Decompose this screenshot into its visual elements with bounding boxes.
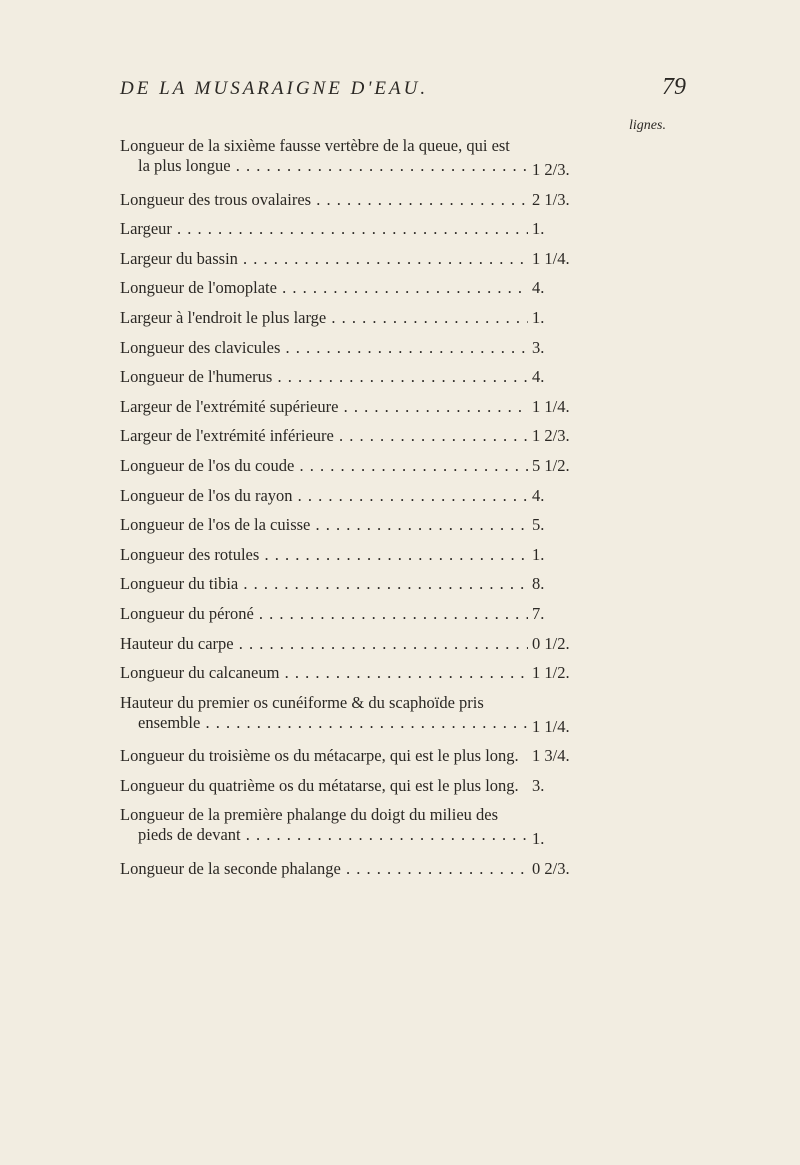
row-label: Largeur du bassin . . . [120,249,528,269]
row-label: Largeur à l'endroit le plus large . . . [120,308,528,328]
table-row [120,131,660,185]
row-value: 1. [532,829,545,849]
row-value: 4. [532,485,545,505]
row-label: Longueur de la seconde phalange . . . [120,859,528,879]
row-value: 7. [532,603,545,623]
table-row [120,244,660,274]
table-row [120,185,660,215]
table-row [120,392,660,422]
row-label-line2: pieds de devant . . . [120,825,528,845]
row-label: Longueur de l'omoplate . . . [120,278,528,298]
running-title: DE LA MUSARAIGNE D'EAU. [120,78,429,99]
row-value: 2 1/3. [532,189,570,209]
row-value: 5. [532,515,545,535]
page-number: 79 [662,74,686,100]
row-value: 1. [532,307,545,327]
table-row [120,800,660,854]
row-value: 1 1/4. [532,716,570,736]
table-row [120,741,660,771]
row-label: Longueur des trous ovalaires . . . [120,190,528,210]
row-value: 1 2/3. [532,160,570,179]
row-value: 1 1/4. [532,396,570,416]
row-label: Largeur . . . [120,219,528,239]
row-value: 1 1/2. [532,663,570,683]
row-value: 1 3/4. [532,746,570,766]
row-label: Longueur des clavicules . . . [120,338,528,358]
row-label: Largeur de l'extrémité supérieure . . . [120,397,528,417]
row-label-line1: Hauteur du premier os cunéiforme & du scaphoïde pris [120,692,484,712]
row-label-line1: Longueur de la première phalange du doigt du milieu des [120,805,499,825]
row-value: 0 2/3. [532,859,570,879]
table-row [120,599,660,629]
row-value: 1 2/3. [532,426,570,446]
row-label [120,693,528,741]
row-label-line2: la plus longue . . . [120,156,528,176]
row-value: 1. [532,219,545,239]
measurement-table [120,131,660,884]
table-row [120,451,660,481]
table-row [120,771,660,801]
row-value: 8. [532,574,545,594]
row-label-line1: Longueur de la sixième fausse vertèbre de la queue, qui est [120,136,510,155]
row-label: Longueur de l'humerus . . . [120,367,528,387]
table-row [120,540,660,570]
table-row [120,214,660,244]
table-row [120,303,660,333]
row-value: 3. [532,775,545,795]
table-row [120,569,660,599]
table-row [120,481,660,511]
table-row [120,333,660,363]
table-row [120,658,660,688]
row-label: Longueur du troisième os du métacarpe, qui est le plus long. [120,746,519,766]
table-row [120,421,660,451]
table-row [120,362,660,392]
row-value: 3. [532,337,545,357]
row-label: Longueur des rotules . . . [120,545,528,565]
row-label: Longueur du péroné . . . [120,604,528,624]
row-value: 1 1/4. [532,248,570,268]
page-header [120,74,686,114]
row-value: 5 1/2. [532,455,570,475]
table-row [120,510,660,540]
row-label: Longueur de l'os de la cuisse . . . [120,515,528,535]
row-label: Longueur du tibia . . . [120,574,528,594]
row-label: Longueur du calcaneum . . . [120,663,528,683]
row-label: Hauteur du carpe . . . [120,634,528,654]
row-label: Longueur de l'os du rayon . . . [120,486,528,506]
table-row [120,688,660,742]
row-label: Longueur de l'os du coude . . . [120,456,528,476]
table-row [120,273,660,303]
row-label: Largeur de l'extrémité inférieure . . . [120,426,528,446]
unit-label: lignes. [629,118,666,133]
table-row [120,629,660,659]
row-value: 0 1/2. [532,633,570,653]
row-value: 4. [532,278,545,298]
row-label-line2: ensemble . . . [120,713,528,733]
row-value: 4. [532,367,545,387]
row-value: 1. [532,544,545,564]
row-label [120,805,528,853]
row-label [120,136,528,184]
row-label: Longueur du quatrième os du métatarse, qui est le plus long. [120,775,519,795]
table-row [120,854,660,884]
